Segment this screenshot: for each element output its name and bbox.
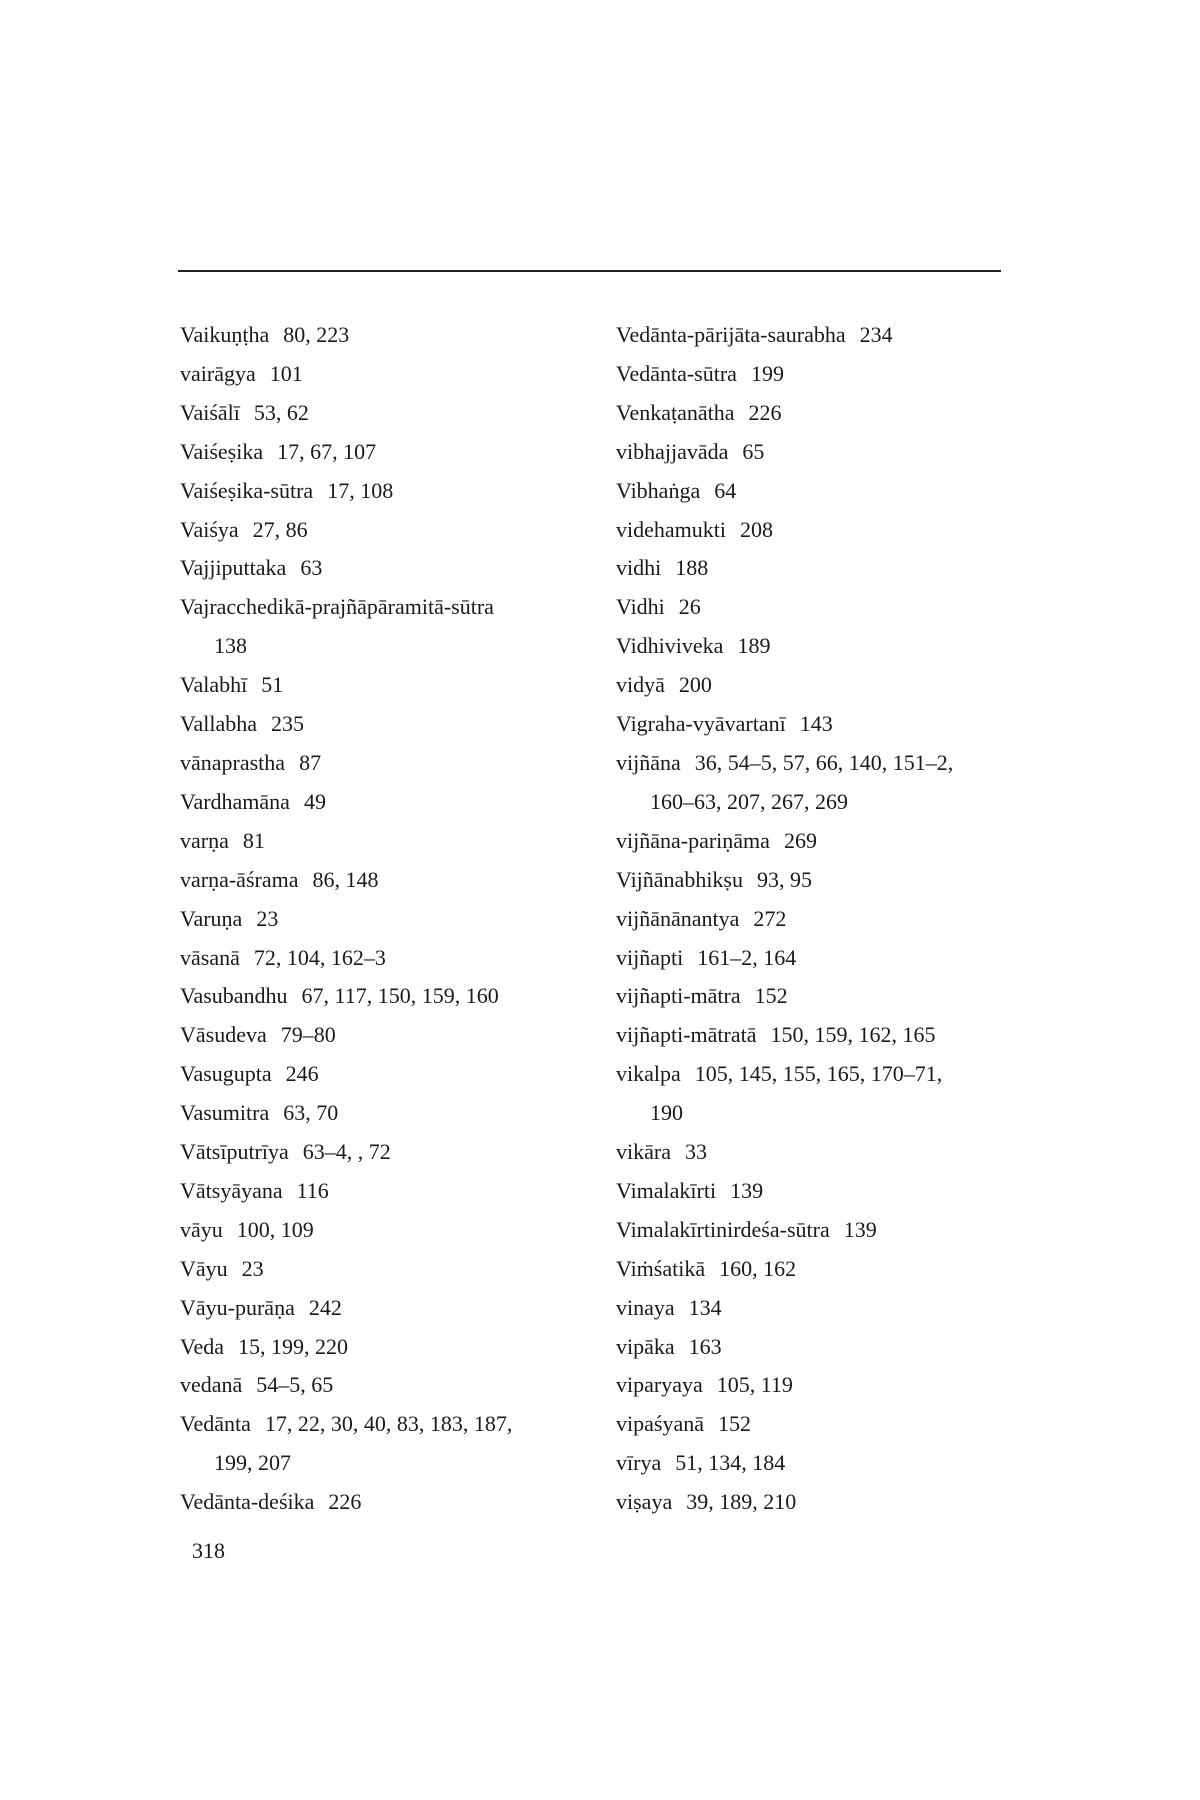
index-entry	[616, 627, 1056, 666]
index-entry	[616, 977, 1056, 1016]
index-pages: 116	[296, 1177, 329, 1203]
index-term: viparyaya	[616, 1372, 703, 1398]
index-term: vikalpa	[616, 1061, 681, 1087]
index-entry	[180, 861, 620, 900]
index-pages: 150, 159, 162, 165	[770, 1022, 936, 1048]
index-pages: 160–63, 207, 267, 269	[650, 788, 848, 814]
index-term: Vaiśeṣika-sūtra	[180, 477, 314, 503]
index-pages: 152	[717, 1411, 751, 1437]
index-term: Vibhaṅga	[616, 477, 701, 503]
index-entry	[180, 939, 620, 978]
index-entry	[180, 316, 620, 355]
index-entry	[180, 1405, 620, 1444]
index-entry	[180, 394, 620, 433]
index-term: vāyu	[180, 1216, 223, 1242]
index-pages: 160, 162	[719, 1255, 797, 1281]
index-term: vānaprastha	[180, 749, 286, 775]
index-entry	[616, 666, 1056, 705]
index-pages: 63–4, , 72	[302, 1139, 391, 1165]
index-entry	[180, 549, 620, 588]
index-pages: 139	[730, 1177, 764, 1203]
index-pages: 101	[269, 360, 303, 386]
index-term: Vedānta-deśika	[180, 1489, 315, 1515]
index-entry	[616, 1444, 1056, 1483]
index-entry-continuation	[180, 627, 620, 666]
index-pages: 63	[300, 555, 323, 581]
index-pages: 49	[303, 788, 326, 814]
index-entry	[616, 1250, 1056, 1289]
index-term: viṣaya	[616, 1489, 673, 1515]
index-entry	[180, 666, 620, 705]
index-pages: 80, 223	[283, 322, 350, 347]
index-term: Vāyu	[180, 1255, 228, 1281]
index-term: vedanā	[180, 1372, 243, 1398]
index-term: Vidhiviveka	[616, 633, 724, 659]
index-entry	[616, 511, 1056, 550]
index-term: Vātsyāyana	[180, 1177, 283, 1203]
index-entry	[180, 1483, 620, 1522]
index-pages: 54–5, 65	[256, 1372, 334, 1398]
index-entry	[180, 822, 620, 861]
page-number: 318	[192, 1538, 225, 1563]
index-entry	[616, 1405, 1056, 1444]
index-pages: 246	[285, 1061, 319, 1087]
index-pages: 105, 119	[716, 1372, 793, 1398]
index-pages: 200	[678, 672, 712, 698]
index-entry	[180, 705, 620, 744]
index-entry-continuation	[180, 1444, 620, 1483]
index-pages: 208	[739, 516, 773, 542]
index-term: Viṁśatikā	[616, 1255, 706, 1281]
index-pages: 36, 54–5, 57, 66, 140, 151–2,	[694, 749, 954, 775]
index-term: vinaya	[616, 1294, 675, 1320]
index-pages: 51	[261, 672, 284, 698]
index-pages: 199, 207	[214, 1450, 291, 1476]
index-term: vidhi	[616, 555, 662, 581]
index-pages: 67, 117, 150, 159, 160	[301, 983, 499, 1009]
index-entry-continuation	[616, 1094, 1056, 1133]
index-entry	[616, 822, 1056, 861]
index-pages: 189	[737, 633, 771, 659]
index-pages: 79–80	[280, 1022, 336, 1048]
index-entry	[616, 1289, 1056, 1328]
index-pages: 138	[214, 633, 247, 659]
index-term: Vasugupta	[180, 1061, 272, 1087]
index-entry	[180, 1328, 620, 1367]
index-term: Varuṇa	[180, 905, 243, 931]
index-term: varṇa	[180, 827, 229, 853]
index-pages: 105, 145, 155, 165, 170–71,	[694, 1061, 943, 1087]
index-entry	[616, 588, 1056, 627]
index-entry	[616, 1483, 1056, 1522]
index-pages: 188	[675, 555, 709, 581]
index-pages: 152	[754, 983, 788, 1009]
index-entry-continuation	[616, 783, 1056, 822]
index-term: Vaiśya	[180, 516, 239, 542]
index-term: vijñapti	[616, 944, 684, 970]
index-pages: 51, 134, 184	[675, 1450, 786, 1476]
index-pages: 86, 148	[312, 866, 379, 892]
index-entry	[180, 1250, 620, 1289]
index-term: videhamukti	[616, 516, 726, 542]
index-term: Vallabha	[180, 711, 257, 737]
index-entry	[616, 355, 1056, 394]
index-term: vīrya	[616, 1450, 662, 1476]
index-term: vidyā	[616, 672, 665, 698]
index-term: Vasubandhu	[180, 983, 288, 1009]
index-pages: 17, 22, 30, 40, 83, 183, 187,	[264, 1411, 513, 1437]
index-entry	[616, 939, 1056, 978]
index-pages: 226	[748, 399, 782, 425]
index-entry	[180, 1055, 620, 1094]
index-column-right	[616, 316, 1056, 1522]
index-entry	[616, 861, 1056, 900]
index-pages: 17, 67, 107	[277, 438, 377, 464]
index-pages: 93, 95	[757, 866, 812, 892]
index-entry	[180, 1289, 620, 1328]
index-pages: 199	[750, 360, 784, 386]
index-term: varṇa-āśrama	[180, 866, 299, 892]
index-entry	[180, 472, 620, 511]
index-entry	[180, 977, 620, 1016]
index-term: Vijñānabhikṣu	[616, 866, 743, 892]
index-entry	[616, 394, 1056, 433]
index-pages: 242	[308, 1294, 342, 1320]
index-entry	[180, 1133, 620, 1172]
index-term: Vigraha-vyāvartanī	[616, 711, 786, 737]
index-term: Vimalakīrti	[616, 1177, 717, 1203]
index-term: vijñānānantya	[616, 905, 740, 931]
index-entry	[616, 1172, 1056, 1211]
index-pages: 134	[688, 1294, 722, 1320]
index-pages: 15, 199, 220	[237, 1333, 348, 1359]
index-entry	[616, 549, 1056, 588]
index-pages: 269	[783, 827, 817, 853]
index-term: vikāra	[616, 1139, 671, 1165]
index-pages: 139	[843, 1216, 877, 1242]
index-pages: 81	[242, 827, 265, 853]
index-entry	[180, 1094, 620, 1133]
index-entry	[616, 744, 1056, 783]
top-rule	[178, 270, 1001, 272]
index-entry	[180, 1172, 620, 1211]
index-pages: 53, 62	[253, 399, 309, 425]
index-entry	[616, 705, 1056, 744]
index-column-left	[180, 316, 620, 1522]
index-term: Vāsudeva	[180, 1022, 267, 1048]
index-pages: 39, 189, 210	[686, 1489, 797, 1515]
index-pages: 143	[799, 711, 833, 737]
index-pages: 226	[328, 1489, 362, 1515]
index-entry	[180, 900, 620, 939]
index-entry	[180, 1016, 620, 1055]
index-entry	[180, 511, 620, 550]
index-term: Vedānta	[180, 1411, 251, 1437]
index-pages: 23	[256, 905, 279, 931]
index-term: vipāka	[616, 1333, 675, 1359]
index-entry	[180, 355, 620, 394]
index-term: Vāyu-purāṇa	[180, 1294, 295, 1320]
index-pages: 63, 70	[283, 1100, 339, 1126]
index-term: Vidhi	[616, 594, 665, 620]
index-entry	[180, 744, 620, 783]
index-entry	[616, 1328, 1056, 1367]
index-term: vijñāna	[616, 749, 681, 775]
index-entry	[616, 1366, 1056, 1405]
index-entry	[180, 433, 620, 472]
index-pages: 190	[650, 1100, 683, 1126]
index-entry	[616, 1016, 1056, 1055]
index-term: Vedānta-pārijāta-saurabha	[616, 322, 846, 347]
index-entry	[616, 472, 1056, 511]
index-entry	[616, 900, 1056, 939]
index-entry	[616, 316, 1056, 355]
index-pages: 23	[241, 1255, 264, 1281]
index-term: Vātsīputrīya	[180, 1139, 289, 1165]
index-term: vijñapti-mātra	[616, 983, 741, 1009]
index-term: Vaikuṇṭha	[180, 322, 270, 347]
index-entry	[180, 783, 620, 822]
index-term: vairāgya	[180, 360, 256, 386]
index-term: Vaiśeṣika	[180, 438, 264, 464]
index-pages: 100, 109	[236, 1216, 314, 1242]
index-pages: 235	[270, 711, 304, 737]
index-term: vijñāna-pariṇāma	[616, 827, 770, 853]
index-entry	[616, 1133, 1056, 1172]
index-entry	[616, 433, 1056, 472]
index-term: Veda	[180, 1333, 224, 1359]
index-pages: 161–2, 164	[697, 944, 797, 970]
index-pages: 234	[859, 322, 893, 347]
index-entry	[180, 1366, 620, 1405]
index-pages: 272	[753, 905, 787, 931]
index-term: Vajracchedikā-prajñāpāramitā-sūtra	[180, 594, 494, 620]
index-term: vibhajjavāda	[616, 438, 729, 464]
index-term: Vajjiputtaka	[180, 555, 287, 581]
index-pages: 33	[684, 1139, 707, 1165]
index-entry	[616, 1211, 1056, 1250]
index-pages: 26	[678, 594, 701, 620]
index-pages: 72, 104, 162–3	[253, 944, 386, 970]
index-term: vāsanā	[180, 944, 240, 970]
index-pages: 65	[742, 438, 765, 464]
index-term: vipaśyanā	[616, 1411, 704, 1437]
index-term: Vimalakīrtinirdeśa-sūtra	[616, 1216, 830, 1242]
index-term: Vardhamāna	[180, 788, 290, 814]
index-pages: 87	[299, 749, 322, 775]
index-term: Vasumitra	[180, 1100, 270, 1126]
index-entry	[180, 588, 620, 627]
index-entry	[180, 1211, 620, 1250]
index-pages: 64	[714, 477, 737, 503]
index-term: Vaiśālī	[180, 399, 240, 425]
index-term: vijñapti-mātratā	[616, 1022, 757, 1048]
index-pages: 163	[688, 1333, 722, 1359]
index-pages: 17, 108	[327, 477, 394, 503]
index-term: Venkaṭanātha	[616, 399, 735, 425]
index-term: Vedānta-sūtra	[616, 360, 737, 386]
index-pages: 27, 86	[252, 516, 308, 542]
index-entry	[616, 1055, 1056, 1094]
index-term: Valabhī	[180, 672, 248, 698]
